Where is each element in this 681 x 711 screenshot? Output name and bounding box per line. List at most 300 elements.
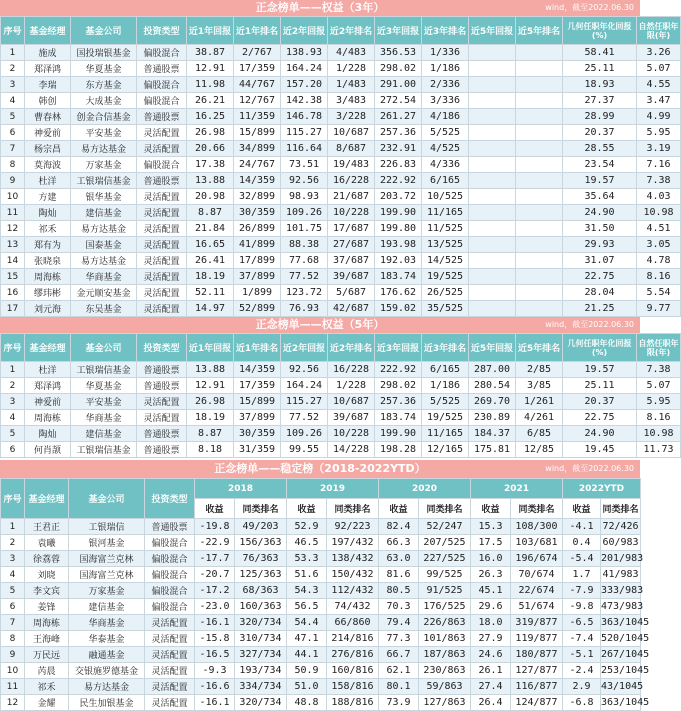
table-cell: 17/687	[328, 221, 375, 237]
table-cell: 3.47	[637, 93, 681, 109]
table-cell: 51.0	[287, 679, 327, 695]
table-cell: 偏股混合	[145, 551, 195, 567]
table-cell: 13.88	[187, 362, 234, 378]
table-cell: 184.37	[469, 426, 516, 442]
column-subheader: 同类排名	[327, 499, 379, 519]
table-row	[1, 426, 681, 442]
table-cell: 80.1	[379, 679, 419, 695]
table-cell: -16.5	[195, 647, 235, 663]
table-cell: 18.19	[187, 269, 234, 285]
table-cell: 5.07	[637, 61, 681, 77]
column-header: 2020	[379, 479, 471, 499]
table-cell: 116/877	[511, 679, 563, 695]
table-cell: 160/363	[235, 599, 287, 615]
table-cell: 39/687	[328, 269, 375, 285]
table-cell	[469, 253, 516, 269]
section2-header-row	[1, 334, 681, 362]
table-cell: 杨宗昌	[25, 141, 71, 157]
table-cell: 8	[1, 631, 25, 647]
table-cell: 199.80	[375, 221, 422, 237]
table-cell: 10	[1, 663, 25, 679]
table-cell: -9.8	[563, 599, 601, 615]
section1-title: 正念榜单——权益（3年）	[255, 1, 385, 14]
table-cell: 灵活配置	[137, 301, 187, 317]
column-header: 2018	[195, 479, 287, 499]
table-cell: 创金合信基金	[71, 109, 137, 125]
table-cell: 4	[1, 410, 25, 426]
table-cell: 199.90	[375, 426, 422, 442]
table-cell: 姜锋	[25, 599, 69, 615]
table-cell: 276/816	[327, 647, 379, 663]
table-cell: 27/687	[328, 237, 375, 253]
section3-title: 正念榜单——稳定榜（2018-2022YTD）	[214, 462, 426, 475]
table-cell: 77.52	[281, 410, 328, 426]
table-cell: 127/863	[419, 695, 471, 711]
table-cell: 华夏基金	[71, 378, 137, 394]
table-cell: 1/186	[422, 61, 469, 77]
table-cell	[516, 205, 563, 221]
table-cell: 31.07	[563, 253, 637, 269]
table-cell: 103/681	[511, 535, 563, 551]
table-cell: 4/186	[422, 109, 469, 125]
table-cell: 16/228	[328, 362, 375, 378]
section2-body	[1, 362, 681, 458]
table-cell: 平安基金	[71, 394, 137, 410]
column-header: 近3年回报	[375, 334, 422, 362]
table-cell: 4.78	[637, 253, 681, 269]
table-cell: 工银瑞信基金	[71, 173, 137, 189]
table-cell: 杜洋	[25, 173, 71, 189]
table-cell: 13.88	[187, 173, 234, 189]
table-cell: 灵活配置	[137, 141, 187, 157]
table-cell: 26/525	[422, 285, 469, 301]
table-cell: 31/359	[234, 442, 281, 458]
table-cell: 16.65	[187, 237, 234, 253]
table-cell	[469, 221, 516, 237]
table-cell: 37/899	[234, 269, 281, 285]
table-cell: 15/899	[234, 394, 281, 410]
table-cell: 49/203	[235, 519, 287, 535]
table-row	[1, 663, 641, 679]
table-cell: 230/863	[419, 663, 471, 679]
table-cell: 华夏基金	[71, 61, 137, 77]
table-cell: 334/734	[235, 679, 287, 695]
table-cell: 60/983	[601, 535, 641, 551]
table-cell: -23.0	[195, 599, 235, 615]
table-cell	[516, 221, 563, 237]
table-cell	[469, 77, 516, 93]
table-cell: 郑泽鸿	[25, 61, 71, 77]
table-cell: 偏股混合	[137, 77, 187, 93]
table-cell	[516, 237, 563, 253]
table-cell: 92.56	[281, 173, 328, 189]
table-cell: 15.3	[471, 519, 511, 535]
table-cell: 金耀	[25, 695, 69, 711]
table-cell: 普通股票	[137, 61, 187, 77]
table-cell: 10.98	[637, 426, 681, 442]
table-cell: 2/767	[234, 45, 281, 61]
column-header: 近1年排名	[234, 334, 281, 362]
table-cell	[469, 189, 516, 205]
table-row	[1, 583, 641, 599]
table-row	[1, 173, 681, 189]
table-cell	[469, 109, 516, 125]
table-cell: 1	[1, 519, 25, 535]
table-cell: 偏股混合	[145, 567, 195, 583]
table-row	[1, 567, 641, 583]
table-cell: 72/426	[601, 519, 641, 535]
table-cell	[469, 93, 516, 109]
table-cell: 普通股票	[137, 109, 187, 125]
table-cell: 333/983	[601, 583, 641, 599]
table-cell: 18.0	[471, 615, 511, 631]
table-cell: 27.37	[563, 93, 637, 109]
table-row	[1, 535, 641, 551]
section1-source: wind，截至2022.06.30	[545, 3, 634, 12]
column-subheader: 同类排名	[235, 499, 287, 519]
table-cell: 52.9	[287, 519, 327, 535]
column-header: 近1年回报	[187, 334, 234, 362]
table-cell: 普通股票	[137, 378, 187, 394]
table-cell: 193.98	[375, 237, 422, 253]
table-cell: 51/674	[511, 599, 563, 615]
table-cell: 253/1045	[601, 663, 641, 679]
table-cell: 77.52	[281, 269, 328, 285]
table-cell: 37/687	[328, 253, 375, 269]
table-cell: -6.5	[563, 615, 601, 631]
table-row	[1, 519, 641, 535]
table-cell: 320/734	[235, 615, 287, 631]
table-cell: 320/734	[235, 695, 287, 711]
table-cell: 16/228	[328, 173, 375, 189]
table-cell	[516, 269, 563, 285]
table-cell: 27.4	[471, 679, 511, 695]
table-cell: 124/877	[511, 695, 563, 711]
table-cell: 灵活配置	[145, 647, 195, 663]
table-cell: 192.03	[375, 253, 422, 269]
table-cell	[469, 157, 516, 173]
table-cell: 222.92	[375, 173, 422, 189]
table-cell: 8.16	[637, 269, 681, 285]
table-cell: 民生加银基金	[69, 695, 145, 711]
table-cell: 灵活配置	[137, 253, 187, 269]
table-cell: 14/228	[328, 442, 375, 458]
table-cell: 520/1045	[601, 631, 641, 647]
table-cell: 1/186	[422, 378, 469, 394]
section1-titlebar	[0, 0, 640, 16]
table-cell: 周海栋	[25, 615, 69, 631]
table-cell: 4/261	[516, 410, 563, 426]
table-cell: 1/336	[422, 45, 469, 61]
table-cell: 3	[1, 394, 25, 410]
table-cell: 4.51	[637, 221, 681, 237]
table-cell: 1/228	[328, 61, 375, 77]
table-cell: 偏股混合	[137, 45, 187, 61]
table-cell: 26/899	[234, 221, 281, 237]
table-cell: -7.9	[563, 583, 601, 599]
table-cell: 20.66	[187, 141, 234, 157]
table-cell: 7	[1, 615, 25, 631]
table-cell: 146.78	[281, 109, 328, 125]
table-cell: 东吴基金	[71, 301, 137, 317]
table-cell: 201/983	[601, 551, 641, 567]
table-cell: 119/877	[511, 631, 563, 647]
table-row	[1, 679, 641, 695]
table-cell: 164.24	[281, 378, 328, 394]
table-cell: 3/483	[328, 93, 375, 109]
table-cell: -16.6	[195, 679, 235, 695]
table-cell: 3.26	[637, 45, 681, 61]
column-header: 基金公司	[71, 17, 137, 45]
table-cell: 19.57	[563, 173, 637, 189]
table-cell: 17/359	[234, 61, 281, 77]
table-cell: 灵活配置	[137, 410, 187, 426]
table-cell: 180/877	[511, 647, 563, 663]
column-header: 近5年排名	[516, 17, 563, 45]
table-cell: 196/674	[511, 551, 563, 567]
table-cell: 42/687	[328, 301, 375, 317]
table-cell: 12/85	[516, 442, 563, 458]
table-cell: 14/359	[234, 362, 281, 378]
table-cell: 34/899	[234, 141, 281, 157]
column-header: 投资类型	[145, 479, 195, 519]
column-header: 近3年排名	[422, 17, 469, 45]
table-cell: 230.89	[469, 410, 516, 426]
table-cell: 万家基金	[71, 157, 137, 173]
table-cell: 21.84	[187, 221, 234, 237]
table-cell: -5.4	[563, 551, 601, 567]
table-cell: 13/525	[422, 237, 469, 253]
table-cell: 175.81	[469, 442, 516, 458]
table-cell: 123.72	[281, 285, 328, 301]
table-cell: 8.87	[187, 205, 234, 221]
table-cell: 普通股票	[137, 173, 187, 189]
table-cell: 普通股票	[145, 519, 195, 535]
column-header: 自然任职年限(年)	[637, 334, 681, 362]
table-cell: 易方达基金	[71, 221, 137, 237]
table-cell: 24/767	[234, 157, 281, 173]
table-cell: -20.7	[195, 567, 235, 583]
table-cell: 26.4	[471, 695, 511, 711]
table-cell: 莫海波	[25, 157, 71, 173]
table-row	[1, 599, 641, 615]
table-row	[1, 301, 681, 317]
table-cell: 16.25	[187, 109, 234, 125]
table-cell	[516, 285, 563, 301]
column-subheader: 收益	[563, 499, 601, 519]
table-cell: 45.1	[471, 583, 511, 599]
table-cell: 14.97	[187, 301, 234, 317]
table-cell: 28.04	[563, 285, 637, 301]
table-cell: 363/1045	[601, 615, 641, 631]
table-cell	[516, 93, 563, 109]
table-cell: 63.0	[379, 551, 419, 567]
column-subheader: 同类排名	[601, 499, 641, 519]
table-cell: 115.27	[281, 125, 328, 141]
section2-source: wind，截至2022.06.30	[545, 320, 634, 329]
table-cell: -6.8	[563, 695, 601, 711]
table-cell: 10.98	[637, 205, 681, 221]
column-header: 基金经理	[25, 334, 71, 362]
table-cell: 8/687	[328, 141, 375, 157]
table-cell: 91/525	[419, 583, 471, 599]
table-cell: 2/85	[516, 362, 563, 378]
table-cell: 12	[1, 221, 25, 237]
table-cell: 灵活配置	[145, 615, 195, 631]
column-header: 近2年回报	[281, 17, 328, 45]
table-cell: 2/336	[422, 77, 469, 93]
table-row	[1, 615, 641, 631]
table-cell: 灵活配置	[145, 679, 195, 695]
table-cell	[469, 205, 516, 221]
table-cell: 交银施罗德基金	[69, 663, 145, 679]
table-cell: 25.11	[563, 378, 637, 394]
table-cell: 5	[1, 583, 25, 599]
table-cell: 257.36	[375, 125, 422, 141]
table-cell: 54.3	[287, 583, 327, 599]
table-cell: 4.99	[637, 109, 681, 125]
table-cell: 156/363	[235, 535, 287, 551]
column-subheader: 同类排名	[511, 499, 563, 519]
column-header: 近3年排名	[422, 334, 469, 362]
table-cell: 127/877	[511, 663, 563, 679]
table-row	[1, 157, 681, 173]
table-cell: 29.93	[563, 237, 637, 253]
table-row	[1, 631, 641, 647]
table-cell: -7.4	[563, 631, 601, 647]
table-cell: -17.2	[195, 583, 235, 599]
table-cell: 142.38	[281, 93, 328, 109]
table-cell: 6/165	[422, 362, 469, 378]
table-cell: 1/483	[328, 77, 375, 93]
table-cell: 356.53	[375, 45, 422, 61]
table-cell: 易方达基金	[69, 679, 145, 695]
table-cell: 183.74	[375, 269, 422, 285]
table-cell: 12/165	[422, 442, 469, 458]
table-cell: 291.00	[375, 77, 422, 93]
table-cell: 22.75	[563, 269, 637, 285]
table-cell: 158/816	[327, 679, 379, 695]
table-cell: 31.50	[563, 221, 637, 237]
table-cell: 52.11	[187, 285, 234, 301]
table-cell: 37/899	[234, 410, 281, 426]
table-cell: 47.1	[287, 631, 327, 647]
table-cell	[516, 125, 563, 141]
table-cell: 8.16	[637, 410, 681, 426]
table-cell: 29.6	[471, 599, 511, 615]
table-cell: 23.54	[563, 157, 637, 173]
table-cell	[516, 77, 563, 93]
table-cell: 灵活配置	[137, 189, 187, 205]
table-cell: 10/687	[328, 125, 375, 141]
table-cell: 99.55	[281, 442, 328, 458]
table-cell: 灵活配置	[137, 394, 187, 410]
table-cell	[469, 45, 516, 61]
table-cell: 郑泽鸿	[25, 378, 71, 394]
table-cell: 112/432	[327, 583, 379, 599]
table-cell: 50.9	[287, 663, 327, 679]
table-cell: 73.51	[281, 157, 328, 173]
table-cell: 11/165	[422, 205, 469, 221]
table-cell: 115.27	[281, 394, 328, 410]
table-cell: 14/359	[234, 173, 281, 189]
section2-title: 正念榜单——权益（5年）	[255, 318, 385, 331]
table-row	[1, 205, 681, 221]
column-header: 2022YTD	[563, 479, 641, 499]
table-row	[1, 237, 681, 253]
table-cell: 万民远	[25, 647, 69, 663]
table-cell: 6	[1, 599, 25, 615]
table-row	[1, 109, 681, 125]
table-cell: 310/734	[235, 631, 287, 647]
table-cell: 232.91	[375, 141, 422, 157]
table-cell: 26.98	[187, 125, 234, 141]
table-cell: 109.26	[281, 205, 328, 221]
table-cell: 5/525	[422, 394, 469, 410]
table-cell: 20.98	[187, 189, 234, 205]
table-cell: 227/525	[419, 551, 471, 567]
table-cell: 138/432	[327, 551, 379, 567]
table-cell: 81.6	[379, 567, 419, 583]
table-cell: 周海栋	[25, 269, 71, 285]
table-cell: 269.70	[469, 394, 516, 410]
table-cell: 39/687	[328, 410, 375, 426]
table-cell: 偏股混合	[145, 583, 195, 599]
table-cell: 10/228	[328, 426, 375, 442]
table-cell: 偏股混合	[145, 599, 195, 615]
table-cell: 79.4	[379, 615, 419, 631]
table-cell: 12.91	[187, 378, 234, 394]
table-cell: 偏股混合	[145, 535, 195, 551]
table-cell: 3.19	[637, 141, 681, 157]
table-cell: 13	[1, 237, 25, 253]
table-cell	[516, 173, 563, 189]
table-cell: 176.62	[375, 285, 422, 301]
column-header: 近1年回报	[187, 17, 234, 45]
table-cell: 38.87	[187, 45, 234, 61]
table-cell: 3	[1, 77, 25, 93]
table-cell: 4	[1, 567, 25, 583]
table-cell: 10	[1, 189, 25, 205]
table-cell	[516, 157, 563, 173]
column-header: 投资类型	[137, 334, 187, 362]
table-cell: 灵活配置	[137, 205, 187, 221]
table-cell: 17	[1, 301, 25, 317]
table-cell: 32/899	[234, 189, 281, 205]
table-cell: 66.7	[379, 647, 419, 663]
table-cell: 164.24	[281, 61, 328, 77]
table-cell: 261.27	[375, 109, 422, 125]
table-cell: 280.54	[469, 378, 516, 394]
table-cell	[516, 141, 563, 157]
table-cell: 20.37	[563, 125, 637, 141]
table-cell	[516, 253, 563, 269]
table-cell: 18.93	[563, 77, 637, 93]
table-cell: 7.38	[637, 173, 681, 189]
table-cell: 160/816	[327, 663, 379, 679]
table-cell: 52/247	[419, 519, 471, 535]
table-cell: 14	[1, 253, 25, 269]
table-cell: 35/525	[422, 301, 469, 317]
table-cell: 98.93	[281, 189, 328, 205]
table-row	[1, 61, 681, 77]
table-cell: 28.99	[563, 109, 637, 125]
table-cell: 199.90	[375, 205, 422, 221]
column-header: 基金公司	[69, 479, 145, 519]
table-cell	[469, 301, 516, 317]
table-cell: 华泰基金	[69, 631, 145, 647]
table-cell: 杜洋	[25, 362, 71, 378]
